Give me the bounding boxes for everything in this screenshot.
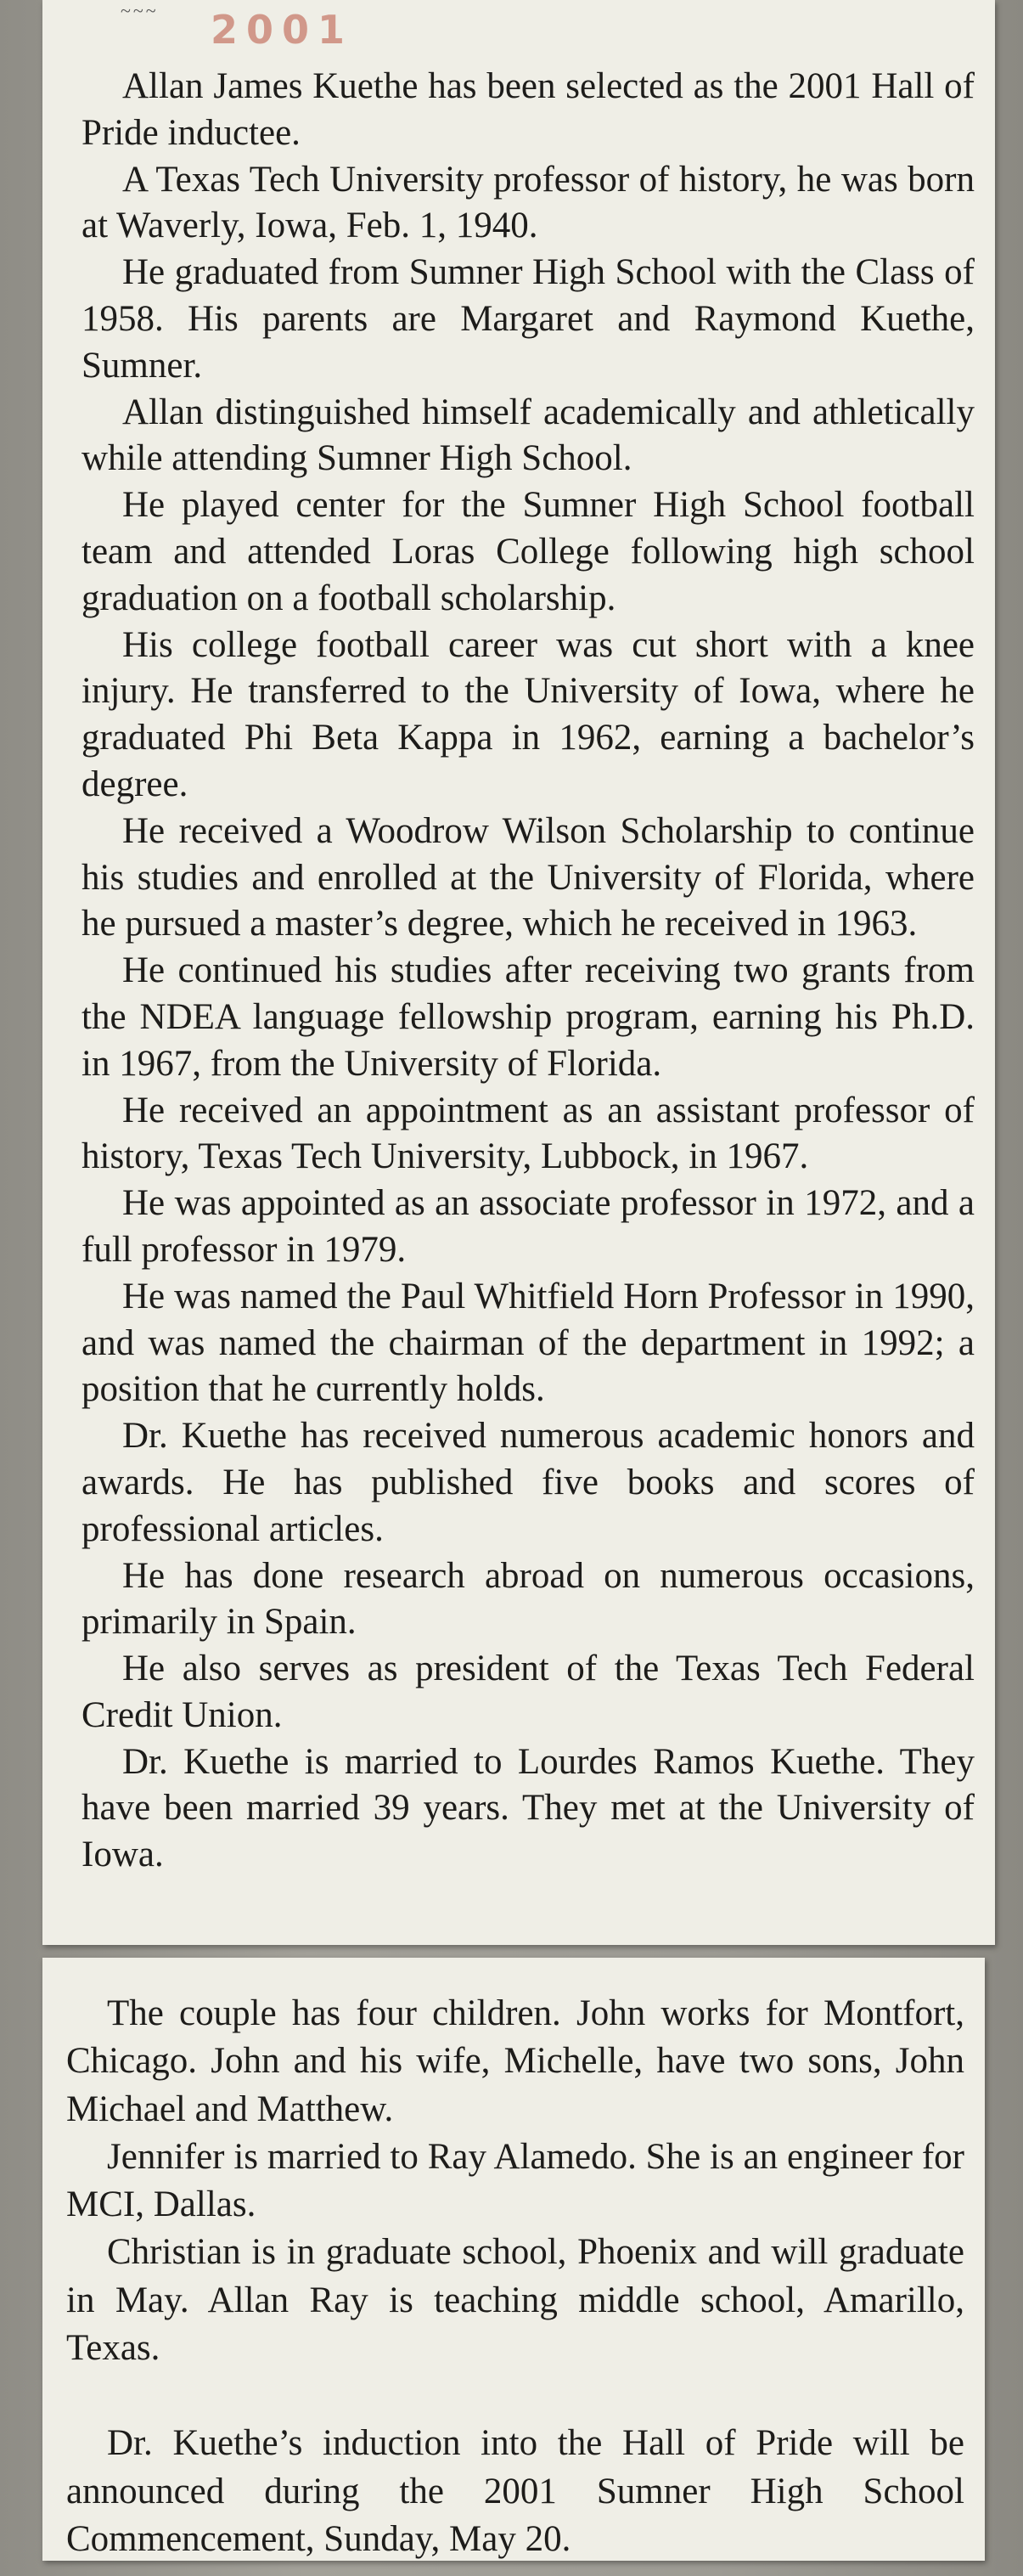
article-paragraph: He also serves as president of the Texas Tech Federal Credit Union. xyxy=(82,1649,975,1735)
article-paragraph: His college football career was cut short with a knee injury. He transferred to the University of Iowa, where he graduated Phi Beta Kappa in 1962, earning a bachelor’s degree. xyxy=(82,624,975,804)
article-paragraph: He has done research abroad on numerous occasions, primarily in Spain. xyxy=(82,1555,975,1643)
torn-text-fragment: ~~~ xyxy=(121,0,159,21)
article-paragraph: The couple has four children. John works for Montfort, Chicago. John and his wife, Michelle, have two sons, John Michael and Matthew. xyxy=(66,1993,964,2129)
article-paragraph: He received a Woodrow Wilson Scholarship to continue his studies and enrolled at the University of Florida, where he pursued a master’s degree, which he received in 1963. xyxy=(82,810,975,944)
article-paragraph: Allan distinguished himself academically and athletically while attending Sumner High School. xyxy=(82,392,975,479)
handwritten-year-annotation: 2001 xyxy=(211,7,354,53)
article-paragraph: He received an appointment as an assistant professor of history, Texas Tech University, Lubbock, in 1967. xyxy=(82,1090,975,1177)
article-paragraph: Christian is in graduate school, Phoenix and will graduate in May. Allan Ray is teaching middle school, Amarillo, Texas. xyxy=(66,2232,964,2369)
article-paragraph: He continued his studies after receiving two grants from the NDEA language fellowship program, earning his Ph.D. in 1967, from the University of Florida. xyxy=(82,950,975,1084)
newspaper-clipping-bottom xyxy=(42,1958,985,2561)
article-paragraph: He graduated from Sumner High School with the Class of 1958. His parents are Margaret and Raymond Kuethe, Sumner. xyxy=(82,252,975,386)
article-paragraph-closing: Dr. Kuethe’s induction into the Hall of Pride will be announced during the 2001 Sumner High School Commencement, Sunday, May 20. xyxy=(66,2423,964,2559)
article-paragraph: He was named the Paul Whitfield Horn Professor in 1990, and was named the chairman of the department in 1992; a position that he currently holds. xyxy=(82,1276,975,1410)
article-paragraph: Dr. Kuethe has received numerous academic honors and awards. He has published five books and scores of professional articles. xyxy=(82,1416,975,1549)
article-paragraph: Jennifer is married to Ray Alamedo. She is an engineer for MCI, Dallas. xyxy=(66,2136,964,2225)
article-paragraph: He was appointed as an associate professor in 1972, and a full professor in 1979. xyxy=(82,1183,975,1270)
article-paragraph: He played center for the Sumner High School football team and attended Loras College following high school graduation on a football scholarship. xyxy=(82,485,975,618)
article-paragraph: Dr. Kuethe is married to Lourdes Ramos Kuethe. They have been married 39 years. They met at the University of Iowa. xyxy=(82,1741,975,1875)
article-paragraph: A Texas Tech University professor of history, he was born at Waverly, Iowa, Feb. 1, 1940. xyxy=(82,159,975,246)
newspaper-clipping-top xyxy=(42,0,995,1945)
article-paragraph: Allan James Kuethe has been selected as the 2001 Hall of Pride inductee. xyxy=(82,66,975,153)
